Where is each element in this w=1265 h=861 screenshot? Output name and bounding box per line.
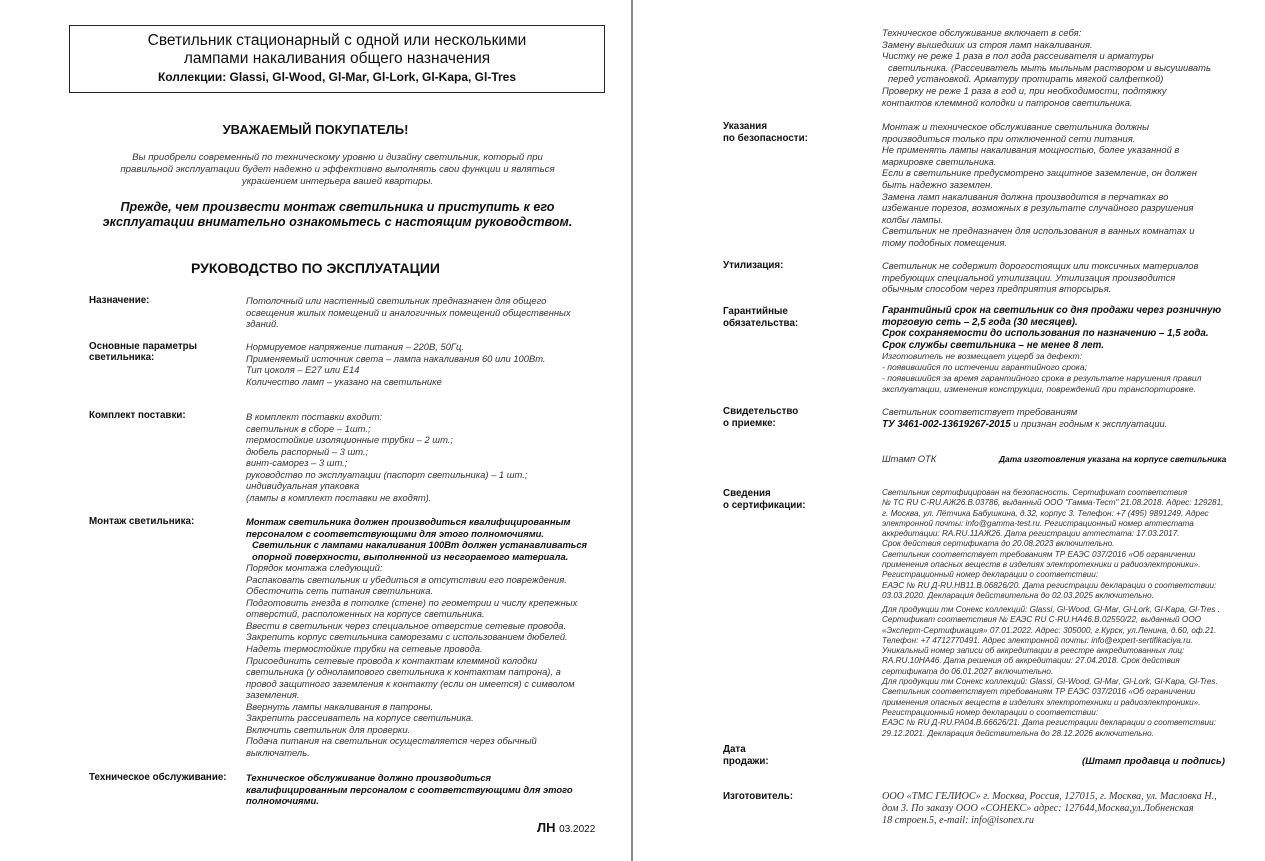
text-line: «Эксперт-Сертификация» 07.01.2022. Адрес: 305000, г.Курск, ул.Ленина, д.60, оф.21. [882,625,1217,635]
label-line: Дата [723,744,746,755]
text-line: колбы лампы. [882,213,944,225]
text-line: Регистрационный номер декларации о соответствии: [882,707,1099,717]
greeting-heading: УВАЖАЕМЫЙ ПОКУПАТЕЛЬ! [222,122,409,137]
text-line: заземления. [246,689,300,701]
title-line-2: лампами накаливания общего назначения [183,50,491,67]
text-line: светильника (у однолампового светильника к контактам патрона), а [246,666,561,678]
text-line-bold: персоналом с соответствующими для этого полномочиями. [246,527,544,539]
warranty-label [723,306,798,329]
text-line: Изготовитель не возмещает ущерб за дефект: [882,351,1083,362]
text-line: руководство по эксплуатации (паспорт светильника) – 1 шт.; [246,468,528,480]
collections-line: Коллекции: Glassi, Gl-Wood, Gl-Mar, Gl-Lork, Gl-Kapa, Gl-Tres [157,70,517,84]
text-line: дом 3. По заказу ООО «СОНЕКС» адрес: 127644,Москва,ул.Лобненская [882,802,1194,814]
text-line: индивидуальная упаковка [246,480,360,492]
label-line: о сертификации: [723,499,806,511]
read-before-note [70,200,605,230]
text-line-bold: Техническое обслуживание должно производиться [246,772,491,783]
manufacturer-label: Изготовитель: [723,791,794,802]
text-line: Количество ламп – указано на светильнике [246,375,442,387]
text-line: выключатель. [246,746,310,758]
text-line: Порядок монтажа следующий: [246,562,383,574]
text-line: провод защитного заземления к контакту (если он имеется) с символом [246,677,575,689]
text-line: производиться только при отключенной сети питания. [882,132,1136,144]
otk-stamp-label: Штамп ОТК [882,453,937,464]
text-line: Светильник не содержит дорогостоящих или токсичных материалов [882,260,1199,271]
text-line: Светильник соответствует требованиям ТР ЕАЭС 037/2016 «Об ограничении [882,549,1196,559]
text-line: Уникальный номер записи об аккредитации в реестре аккредитованных лиц: [882,646,1185,656]
purpose-text [246,295,571,330]
mount-label: Монтаж светильника: [89,516,195,527]
text-line: 03.03.2020. Декларация действительна до 02.03.2025 включительно. [882,590,1154,600]
text-line: Срок действия сертификата до 20.08.2023 включительно. [882,539,1115,549]
params-label [89,341,197,364]
label-line: Указания [723,121,768,132]
intro-text [100,152,575,187]
warranty-text [882,305,1221,395]
text-line: Подача питания на светильник осуществляется через обычный [246,735,537,747]
text-line: Техническое обслуживание включает в себя: [882,27,1082,38]
text-line: Присоединить сетевые провода к контактам клеммной колодки [246,654,538,666]
read-before-line: эксплуатации внимательно ознакомьтесь с настоящим руководством. [102,215,573,229]
text-line: применения опасных веществ в изделиях электротехники и радиоэлектроники». [882,560,1201,570]
text-line: перед установкой. Арматуру протирать мягкой салфеткой) [888,73,1164,85]
intro-line: правильной эксплуатации будет надежно и эффективно выполнять свои функции и являться [120,163,555,175]
text-line-bold: Монтаж светильника должен производиться квалифицированным [246,516,571,527]
label-line: светильника: [89,352,155,364]
disposal-text [882,260,1198,295]
text-line: Закрепить рассеиватель на корпусе светильника. [246,712,474,724]
label-line: Основные параметры [89,341,197,352]
acceptance-text [882,406,1167,430]
text-line: Для продукции тм Сонекс коллекций: Glassi, Gl-Wood, Gl-Mar, Gl-Lork, Gl-Kapa, Gl-Tres. [882,677,1218,687]
text-line-bold: квалифицированным персоналом с соответствующими для этого [246,783,573,795]
text-line: Включить светильник для проверки. [246,723,411,735]
text-line: электронной почты: info@gamma-test.ru. Регистрационный номер аттестата [882,518,1194,528]
text-line: г. Москва, ул. Лётчика Бабушкина, д.32, корпус 3. Телефон: +7 (495) 9891249. Адрес [882,508,1209,518]
title-line-1: Светильник стационарный с одной или несколькими [147,32,527,49]
text-line: 18 строен.5, e-mail: info@isonex.ru [882,814,1034,826]
text-line: Надеть термостойкие трубки на сетевые провода. [246,643,483,655]
text-line-bold: торговую сеть – 2,5 года (30 месяцев). [882,316,1078,328]
text-line: Ввернуть лампы накаливания в патроны. [246,700,434,712]
text-line: (лампы в комплект поставки не входят). [246,491,432,503]
label-line: продажи: [723,755,769,767]
params-text [246,341,546,387]
label-line: обязательства: [723,317,799,329]
text-line: Применяемый источник света – лампа накаливания 60 или 100Вт. [246,352,546,364]
text-line: Светильник соответствует требованиям [882,406,1078,417]
purpose-label: Назначение: [89,295,150,306]
text-line: быть надежно заземлен. [882,178,993,190]
text-line: освещения жилых помещений и аналогичных помещений общественных [246,306,571,318]
service-details [882,27,1211,108]
disposal-label: Утилизация: [723,260,784,271]
text-line: Распаковать светильник и убедиться в отсутствии его повреждения. [246,573,567,585]
text-line: ООО «ТМС ГЕЛИОС» г. Москва, Россия, 127015, г. Москва, ул. Масловка Н., [882,791,1217,802]
text-line: Светильник не предназначен для использования в ванных комнатах и [882,225,1195,237]
standard-number: ТУ 3461-002-13619267-2015 [882,418,1011,430]
left-page [0,0,631,861]
text-line: Сертификат соответствия № ЕАЭС RU C-RU.НА46.В.02550/22, выданный ООО [882,615,1201,625]
text-line: Для продукции тм Сонекс коллекций: Glassi, Gl-Wood, Gl-Mar, Gl-Lork, Gl-Kapa, Gl-Tres . [882,605,1221,614]
label-line: Гарантийные [723,306,788,317]
text-line: светильника. (Рассеиватель мыть мыльным раствором и высушивать [888,61,1211,73]
text-line: отверстий, расположенных на корпусе светильника. [246,608,485,620]
label-line: по безопасности: [723,132,808,144]
text-line: Замену вышедших из строя ламп накаливания. [882,38,1093,50]
text-line: Не применять лампы накаливания мощностью, более указанной в [882,144,1180,156]
doc-code [537,820,595,835]
text-line: сертификата до 06.01.2027 включительно. [882,666,1054,676]
manufacturer-text [882,791,1217,826]
intro-line: Вы приобрели современный по техническому уровню и дизайну светильник, который при [132,152,543,163]
right-page [633,0,1265,861]
text-line: применения опасных веществ в изделиях электротехники и радиоэлектроники». [882,697,1201,707]
sale-date-label [723,744,769,767]
text-line: термостойкие изоляционные трубки – 2 шт.; [246,434,453,446]
text-line: аккредитации: RA.RU.11АЖ26. Дата регистрации аттестата: 17.03.2017. [882,529,1180,539]
text-line-bold: Гарантийный срок на светильник со дня продажи через розничную [882,305,1222,316]
text-line-bold: Светильник с лампами накаливания 100Вт должен устанавливаться [252,539,588,551]
text-line: требующих специальной утилизации. Утилизация производится [882,271,1176,283]
text-line: Ввести в светильник через специальное отверстие сетевые провода. [246,619,567,631]
text-line: RA.RU.10НА46. Дата решения об аккредитации: 27.04.2018. Срок действия [882,656,1180,666]
manufacture-date-note: Дата изготовления указана на корпусе светильника [999,454,1227,464]
label-line: о приемке: [723,417,776,429]
text-line: Светильник соответствует требованиям ТР ЕАЭС 037/2016 «Об ограничении [882,687,1196,697]
service-text [246,772,573,807]
acceptance-line-2 [882,418,1167,431]
text-fragment: и признан годным к эксплуатации. [1010,417,1168,429]
read-before-line: Прежде, чем произвести монтаж светильника и приступить к его [120,200,555,214]
text-line: В комплект поставки входит: [246,411,383,422]
text-line: дюбель распорный – 3 шт.; [246,445,369,457]
text-line: 29.12.2021. Декларация действительна до 28.12.2026 включительно. [882,728,1154,738]
text-line-bold: Срок службы светильника – не менее 8 лет. [882,339,1104,351]
text-line-bold: полномочиями. [246,795,319,807]
text-line: - появившийся по истечении гарантийного срока; [882,362,1088,373]
text-line: Светильник сертифицирован на безопасность. Сертификат соответствия [882,488,1188,497]
seller-stamp-note: (Штамп продавца и подпись) [1082,756,1225,767]
text-line: ЕАЭС № RU Д-RU.РА04.В.66626/21. Дата регистрации декларации о соответствии: [882,718,1216,728]
text-line: Замена ламп накаливания должна производится в перчатках во [882,190,1169,202]
text-line: Чистку не реже 1 раза в пол года рассеивателя и арматуры [882,50,1154,62]
safety-text [882,121,1197,249]
certification-label [723,488,806,511]
certification-block-2 [882,605,1220,739]
text-line: Тип цоколя – Е27 или Е14 [246,364,360,376]
text-line: контактов клеммной колодки и патронов светильника. [882,96,1133,108]
text-line: Если в светильнике предусмотрено защитное заземление, он должен [882,167,1197,179]
doc-code-letters: ЛН [537,820,556,835]
acceptance-label [723,406,798,429]
label-line: Сведения [723,488,771,499]
text-line: избежание порезов, возможных в результате случайного разрушения [882,202,1194,214]
text-line: Нормируемое напряжение питания – 220В, 50Гц. [246,341,464,352]
text-line: Потолочный или настенный светильник предназначен для общего [246,295,547,306]
title-box [69,25,605,93]
text-line: Обесточить сеть питания светильника. [246,585,434,597]
text-line: Монтаж и техническое обслуживание светильника должны [882,121,1149,132]
text-line: - появившийся за время гарантийного срока в результате нарушения правил [882,373,1202,384]
text-line: Регистрационный номер декларации о соответствии: [882,570,1099,580]
text-line: эксплуатации, изменения конструкции, повреждений при транспортировке. [882,384,1196,395]
text-line: Телефон: +7 4712770491. Адрес электронной почты: info@expert-sertifikaciya.ru. [882,635,1193,645]
service-label: Техническое обслуживание: [89,772,227,783]
text-line: обычным способом через предприятия вторсырья. [882,283,1112,295]
text-line: Подготовить гнезда в потолке (стене) по геометрии и числу крепежных [246,596,578,608]
manual-title: РУКОВОДСТВО ПО ЭКСПЛУАТАЦИИ [191,260,440,276]
text-line-bold: опорной поверхности, выполненной из несгораемого материала. [252,550,569,562]
intro-line: украшением интерьера вашей квартиры. [241,175,434,187]
mount-text [246,516,587,758]
certification-block-1 [882,488,1223,601]
text-line: тому подобных помещения. [882,236,1008,248]
text-line: Закрепить корпус светильника саморезами с использованием дюбелей. [246,631,568,643]
text-line: светильник в сборе – 1шт.; [246,422,371,434]
text-line: винт-саморез – 3 шт.; [246,457,348,469]
text-line: ЕАЭС № RU Д-RU.НВ11.В.06826/20. Дата регистрации декларации о соответствии: [882,580,1217,590]
safety-label [723,121,808,144]
text-line-bold: Срок сохраняемости до использования по назначению – 1,5 года. [882,328,1209,340]
kit-label: Комплект поставки: [89,410,186,421]
kit-text [246,411,527,503]
doc-code-date: 03.2022 [559,824,596,835]
label-line: Свидетельство [723,406,799,417]
text-line: № ТС RU C-RU.АЖ26.В.03786, выданный ООО "Гамма-Тест" 21.08.2018. Адрес: 129281, [882,498,1224,508]
text-line: маркировке светильника. [882,155,997,167]
text-line: Проверку не реже 1 раза в год и, при необходимости, подтяжку [882,84,1167,96]
text-line: зданий. [246,318,279,330]
